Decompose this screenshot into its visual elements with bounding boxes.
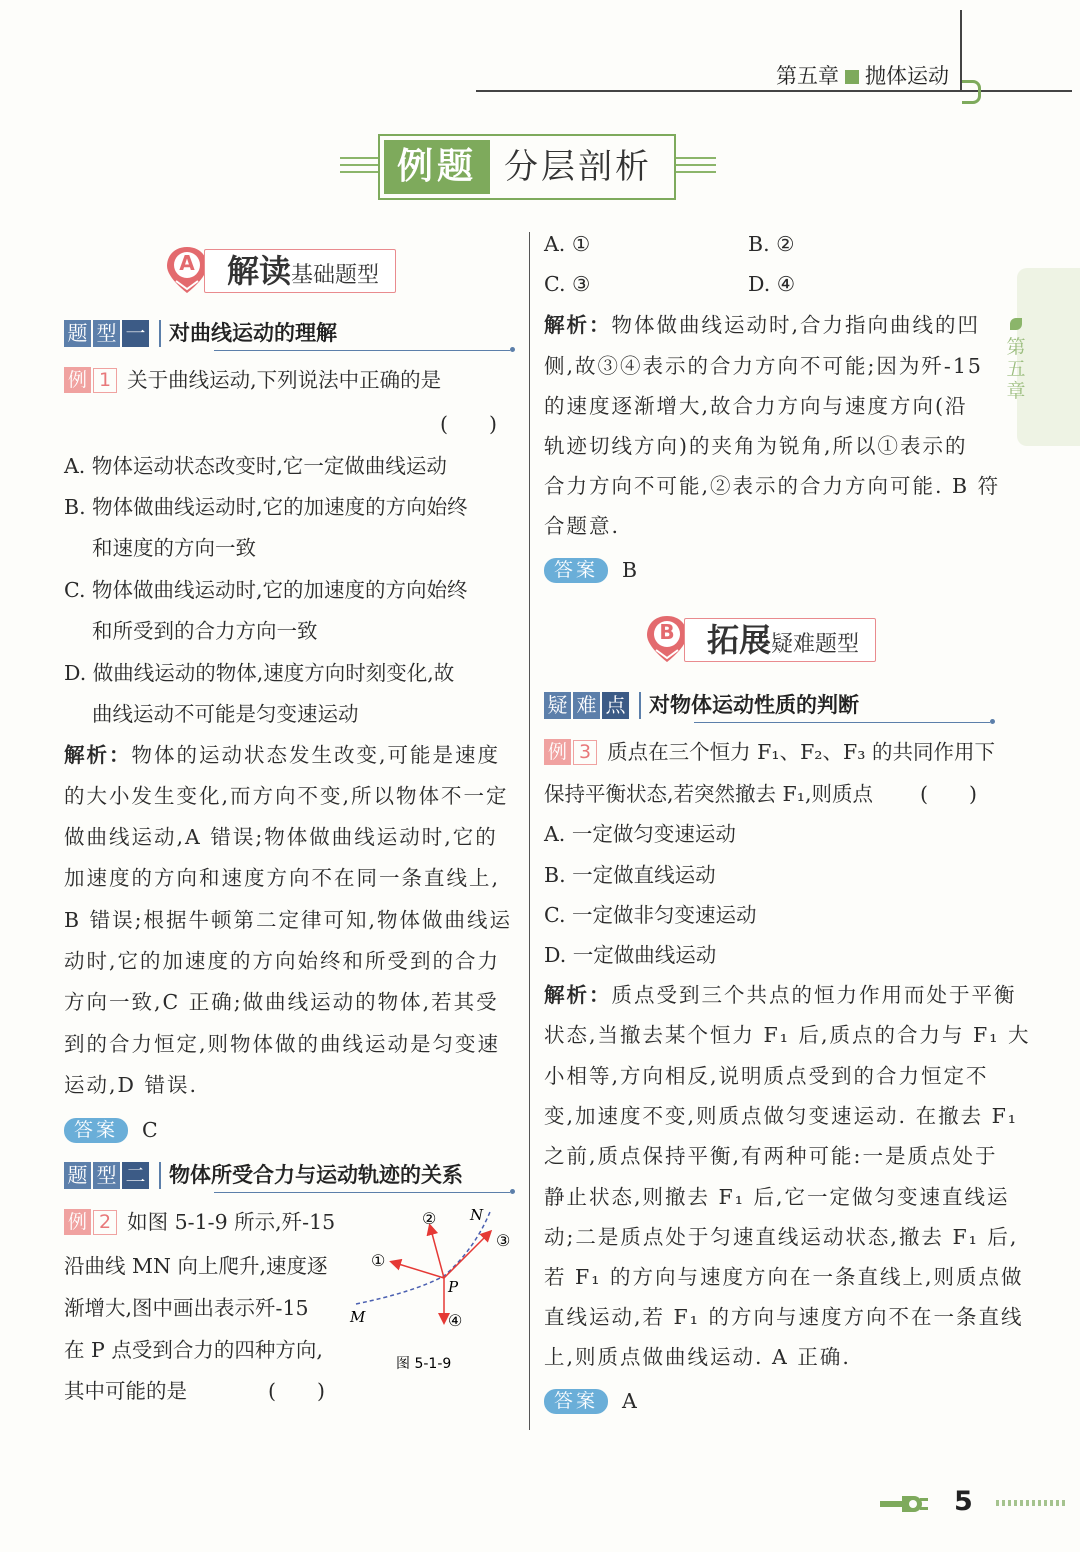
answer-blank: ( ) (440, 412, 497, 436)
header-square-icon (845, 70, 859, 84)
option: C. ③ (544, 272, 591, 296)
section-a-badge (164, 245, 414, 295)
analysis-line: 动时,它的加速度的方向始终和所受到的合力 (64, 949, 501, 973)
option-continued: 曲线运动不可能是匀变速运动 (92, 702, 359, 726)
example-number: 2 (93, 1210, 117, 1235)
analysis-line: 直线运动,若 F₁ 的方向与速度方向不在一条直线 (544, 1305, 1024, 1329)
start-label: M (350, 1308, 366, 1326)
topic-underline (214, 1192, 510, 1193)
option: A. 物体运动状态改变时,它一定做曲线运动 (64, 454, 447, 478)
option: D. 做曲线运动的物体,速度方向时刻变化,故 (64, 661, 455, 685)
side-tab-label: 第五章 (1006, 336, 1026, 402)
analysis-line: 动;二是质点处于匀速直线运动状态,撤去 F₁ 后, (544, 1225, 1019, 1249)
footer-dots (996, 1500, 1068, 1506)
topic-tag: 一 (122, 320, 149, 347)
stem-line: 其中可能的是 (64, 1379, 187, 1403)
answer-blank: ( ) (920, 782, 977, 806)
analysis-line: 解析：物体做曲线运动时,合力指向曲线的凹 (544, 313, 981, 337)
analysis-line: 到的合力恒定,则物体做的曲线运动是匀变速 (64, 1032, 501, 1056)
answer-badge: 答案 (544, 558, 608, 583)
topic-dot (990, 719, 995, 724)
answer-line (64, 1116, 158, 1144)
banner-left: 例题 (384, 140, 490, 194)
section-a-small: 基础题型 (291, 263, 380, 288)
analysis-line: 加速度的方向和速度方向不在同一条直线上, (64, 866, 501, 890)
analysis-line: 做曲线运动,A 错误;物体做曲线运动时,它的 (64, 825, 498, 849)
answer-blank: ( ) (268, 1379, 325, 1403)
section-b-letter: B (659, 620, 675, 644)
topic-tag: 型 (93, 1162, 120, 1189)
analysis-line: 小相等,方向相反,说明质点受到的合力恒定不 (544, 1064, 989, 1088)
topic-2-title: 物体所受合力与运动轨迹的关系 (159, 1162, 463, 1189)
answer-badge: 答案 (544, 1389, 608, 1414)
label-4: ④ (448, 1311, 463, 1330)
stem-line: 保持平衡状态,若突然撤去 F₁,则质点 (544, 782, 873, 806)
example-1-stem: 例 1 关于曲线运动,下列说法中正确的是 (64, 366, 441, 394)
example-label: 例 (64, 367, 91, 393)
section-b-badge (644, 614, 894, 664)
answer-value: B (622, 558, 638, 582)
option: A. 一定做匀变速运动 (544, 822, 736, 846)
analysis-line: 上,则质点做曲线运动. A 正确. (544, 1345, 851, 1369)
analysis-line: 状态,当撤去某个恒力 F₁ 后,质点的合力与 F₁ 大 (544, 1023, 1031, 1047)
example-number: 1 (93, 368, 117, 393)
topic-tag: 题 (64, 1162, 91, 1189)
topic-underline (694, 722, 990, 723)
example-number: 3 (573, 740, 597, 765)
option: A. ① (544, 232, 591, 256)
analysis-line: 之前,质点保持平衡,有两种可能:一是质点处于 (544, 1144, 998, 1168)
section-a-title (204, 249, 396, 293)
force-arrow-1 (392, 1262, 444, 1278)
analysis-line: 轨迹切线方向)的夹角为锐角,所以①表示的 (544, 434, 968, 458)
option: B. 物体做曲线运动时,它的加速度的方向始终 (64, 495, 468, 519)
topic-tag: 点 (602, 692, 629, 719)
leaf-icon (1010, 318, 1022, 330)
label-2: ② (422, 1209, 437, 1228)
topic-tag: 二 (122, 1162, 149, 1189)
analysis-line: 侧,故③④表示的合力方向不可能;因为歼-15 (544, 354, 983, 378)
figure-caption: 图 5-1-9 (396, 1356, 452, 1372)
page-banner (378, 134, 676, 200)
example-3-stem: 例 3 质点在三个恒力 F₁、F₂、F₃ 的共同作用下 (544, 738, 995, 766)
example-2-stem: 例 2 如图 5-1-9 所示,歼-15 (64, 1208, 335, 1236)
label-3: ③ (496, 1231, 511, 1250)
point-label: P (448, 1278, 459, 1296)
option-continued: 和所受到的合力方向一致 (92, 619, 318, 643)
topic-3-header (544, 692, 996, 724)
topic-tag: 题 (64, 320, 91, 347)
figure-5-1-9 (344, 1200, 524, 1380)
option: C. 一定做非匀变速运动 (544, 903, 757, 927)
analysis-line: 若 F₁ 的方向与速度方向在一条直线上,则质点做 (544, 1265, 1024, 1289)
plug-icon (962, 80, 981, 104)
analysis-line: 方向一致,C 正确;做曲线运动的物体,若其受 (64, 990, 499, 1014)
topic-underline (214, 350, 510, 351)
analysis-line: 的速度逐渐增大,故合力方向与速度方向(沿 (544, 394, 968, 418)
answer-line (544, 1387, 637, 1415)
analysis-line: 静止状态,则撤去 F₁ 后,它一定做匀变速直线运 (544, 1185, 1010, 1209)
chapter-side-tab (1017, 268, 1080, 446)
example-label: 例 (544, 739, 571, 765)
running-header (776, 60, 949, 90)
analysis-line: 解析：质点受到三个共点的恒力作用而处于平衡 (544, 983, 1017, 1007)
topic-2-header (64, 1162, 516, 1194)
section-a-big: 解读 (227, 252, 292, 290)
topic-3-title: 对物体运动性质的判断 (639, 692, 859, 719)
option: B. ② (748, 232, 795, 256)
label-1: ① (371, 1251, 386, 1270)
section-b-big: 拓展 (707, 621, 772, 659)
answer-value: C (142, 1118, 158, 1142)
option: B. 一定做直线运动 (544, 863, 716, 887)
chapter-label: 第五章 (776, 64, 839, 88)
option-continued: 和速度的方向一致 (92, 536, 256, 560)
force-arrow-3 (444, 1232, 490, 1278)
answer-line (544, 556, 637, 584)
analysis-line: 合题意. (544, 514, 621, 538)
stem-line: 渐增大,图中画出表示歼-15 (64, 1296, 309, 1320)
topic-tag: 疑 (544, 692, 571, 719)
option: C. 物体做曲线运动时,它的加速度的方向始终 (64, 578, 468, 602)
analysis-line: 运动,D 错误. (64, 1073, 198, 1097)
topic-dot (510, 1189, 515, 1194)
option: D. ④ (748, 272, 796, 296)
example-label: 例 (64, 1209, 91, 1235)
section-a-letter: A (179, 251, 195, 275)
topic-dot (510, 347, 515, 352)
topic-tag: 型 (93, 320, 120, 347)
stem-line: 沿曲线 MN 向上爬升,速度逐 (64, 1254, 328, 1278)
footer-plug-icon (880, 1494, 930, 1514)
option: D. 一定做曲线运动 (544, 943, 717, 967)
analysis-line: 变,加速度不变,则质点做匀变速运动. 在撤去 F₁ (544, 1104, 1019, 1128)
analysis-line: B 错误;根据牛顿第二定律可知,物体做曲线运 (64, 908, 513, 932)
header-rule (476, 90, 1072, 92)
chapter-title: 抛体运动 (865, 64, 949, 88)
analysis-line: 解析：物体的运动状态发生改变,可能是速度 (64, 743, 501, 767)
answer-badge: 答案 (64, 1118, 128, 1143)
section-b-small: 疑难题型 (771, 632, 860, 657)
stem-line: 在 P 点受到合力的四种方向, (64, 1338, 323, 1362)
force-arrow-2 (430, 1226, 444, 1278)
topic-1-header (64, 320, 516, 352)
header-divider (960, 10, 962, 90)
answer-value: A (622, 1389, 637, 1413)
topic-tag: 难 (573, 692, 600, 719)
topic-1-title: 对曲线运动的理解 (159, 320, 337, 347)
column-divider (529, 232, 530, 1430)
end-label: N (470, 1206, 484, 1224)
banner-right: 分层剖析 (504, 147, 652, 187)
analysis-line: 合力方向不可能,②表示的合力方向可能. B 符 (544, 474, 1001, 498)
section-b-title (684, 618, 876, 662)
page-number: 5 (954, 1486, 973, 1517)
analysis-line: 的大小发生变化,而方向不变,所以物体不一定 (64, 784, 509, 808)
